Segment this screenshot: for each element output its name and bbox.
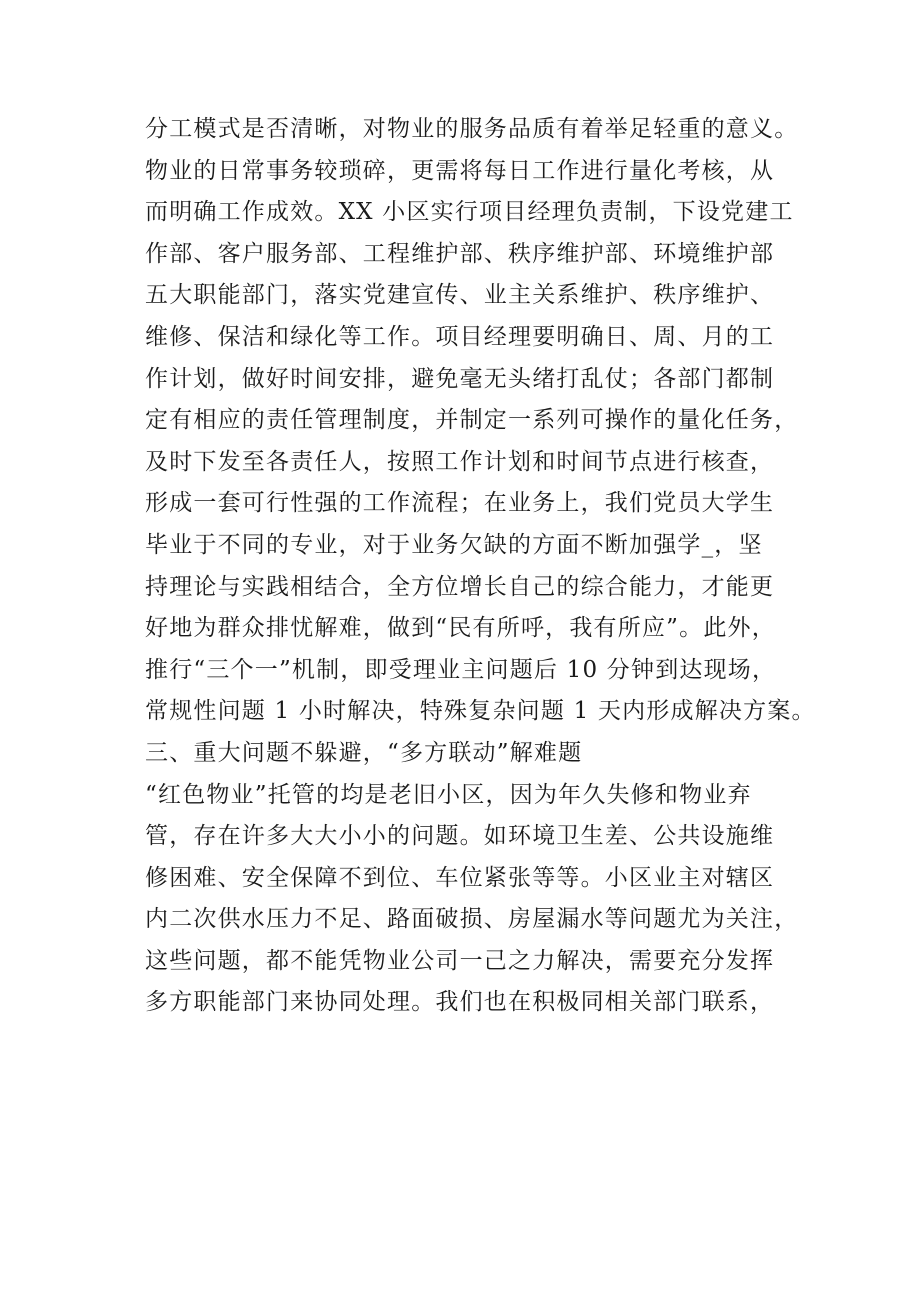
text-line: 毕业于不同的专业，对于业务欠缺的方面不断加强学_，坚 [145, 531, 763, 558]
text-line: 管，存在许多大大小小的问题。如环境卫生差、公共设施维 [145, 823, 775, 850]
text-line: 五大职能部门，落实党建宣传、业主关系维护、秩序维护、 [145, 282, 775, 309]
text-line: 作部、客户服务部、工程维护部、秩序维护部、环境维护部 [145, 240, 775, 267]
text-line: 这些问题，都不能凭物业公司一己之力解决，需要充分发挥 [145, 947, 775, 974]
text-line: 内二次供水压力不足、路面破损、房屋漏水等问题尤为关注， [145, 906, 799, 933]
text-line: 物业的日常事务较琐碎，更需将每日工作进行量化考核，从 [145, 157, 775, 184]
text-line: 及时下发至各责任人，按照工作计划和时间节点进行核查， [145, 448, 775, 475]
text-line: 常规性问题 1 小时解决，特殊复杂问题 1 天内形成解决方案。 [145, 698, 816, 725]
text-line: 修困难、安全保障不到位、车位紧张等等。小区业主对辖区 [145, 864, 775, 891]
text-line: 持理论与实践相结合，全方位增长自己的综合能力，才能更 [145, 573, 775, 600]
text-line: 形成一套可行性强的工作流程；在业务上，我们党员大学生 [145, 490, 775, 517]
text-line: 作计划，做好时间安排，避免毫无头绪打乱仗；各部门都制 [145, 365, 775, 392]
text-line: 维修、保洁和绿化等工作。项目经理要明确日、周、月的工 [145, 323, 775, 350]
text-line: 推行“三个一”机制，即受理业主问题后 10 分钟到达现场， [145, 656, 777, 683]
text-line: 多方职能部门来协同处理。我们也在积极同相关部门联系， [145, 989, 775, 1016]
section-heading: 三、重大问题不躲避，“多方联动”解难题 [145, 739, 583, 766]
text-line: 定有相应的责任管理制度，并制定一系列可操作的量化任务， [145, 407, 799, 434]
body-text [0, 109, 920, 1024]
text-line: “红色物业”托管的均是老旧小区，因为年久失修和物业弃 [145, 781, 752, 808]
text-line: 而明确工作成效。XX 小区实行项目经理负责制，下设党建工 [145, 199, 794, 226]
text-line: 好地为群众排忧解难，做到“民有所呼，我有所应”。此外， [145, 615, 776, 642]
text-line: 分工模式是否清晰，对物业的服务品质有着举足轻重的意义。 [145, 116, 799, 142]
